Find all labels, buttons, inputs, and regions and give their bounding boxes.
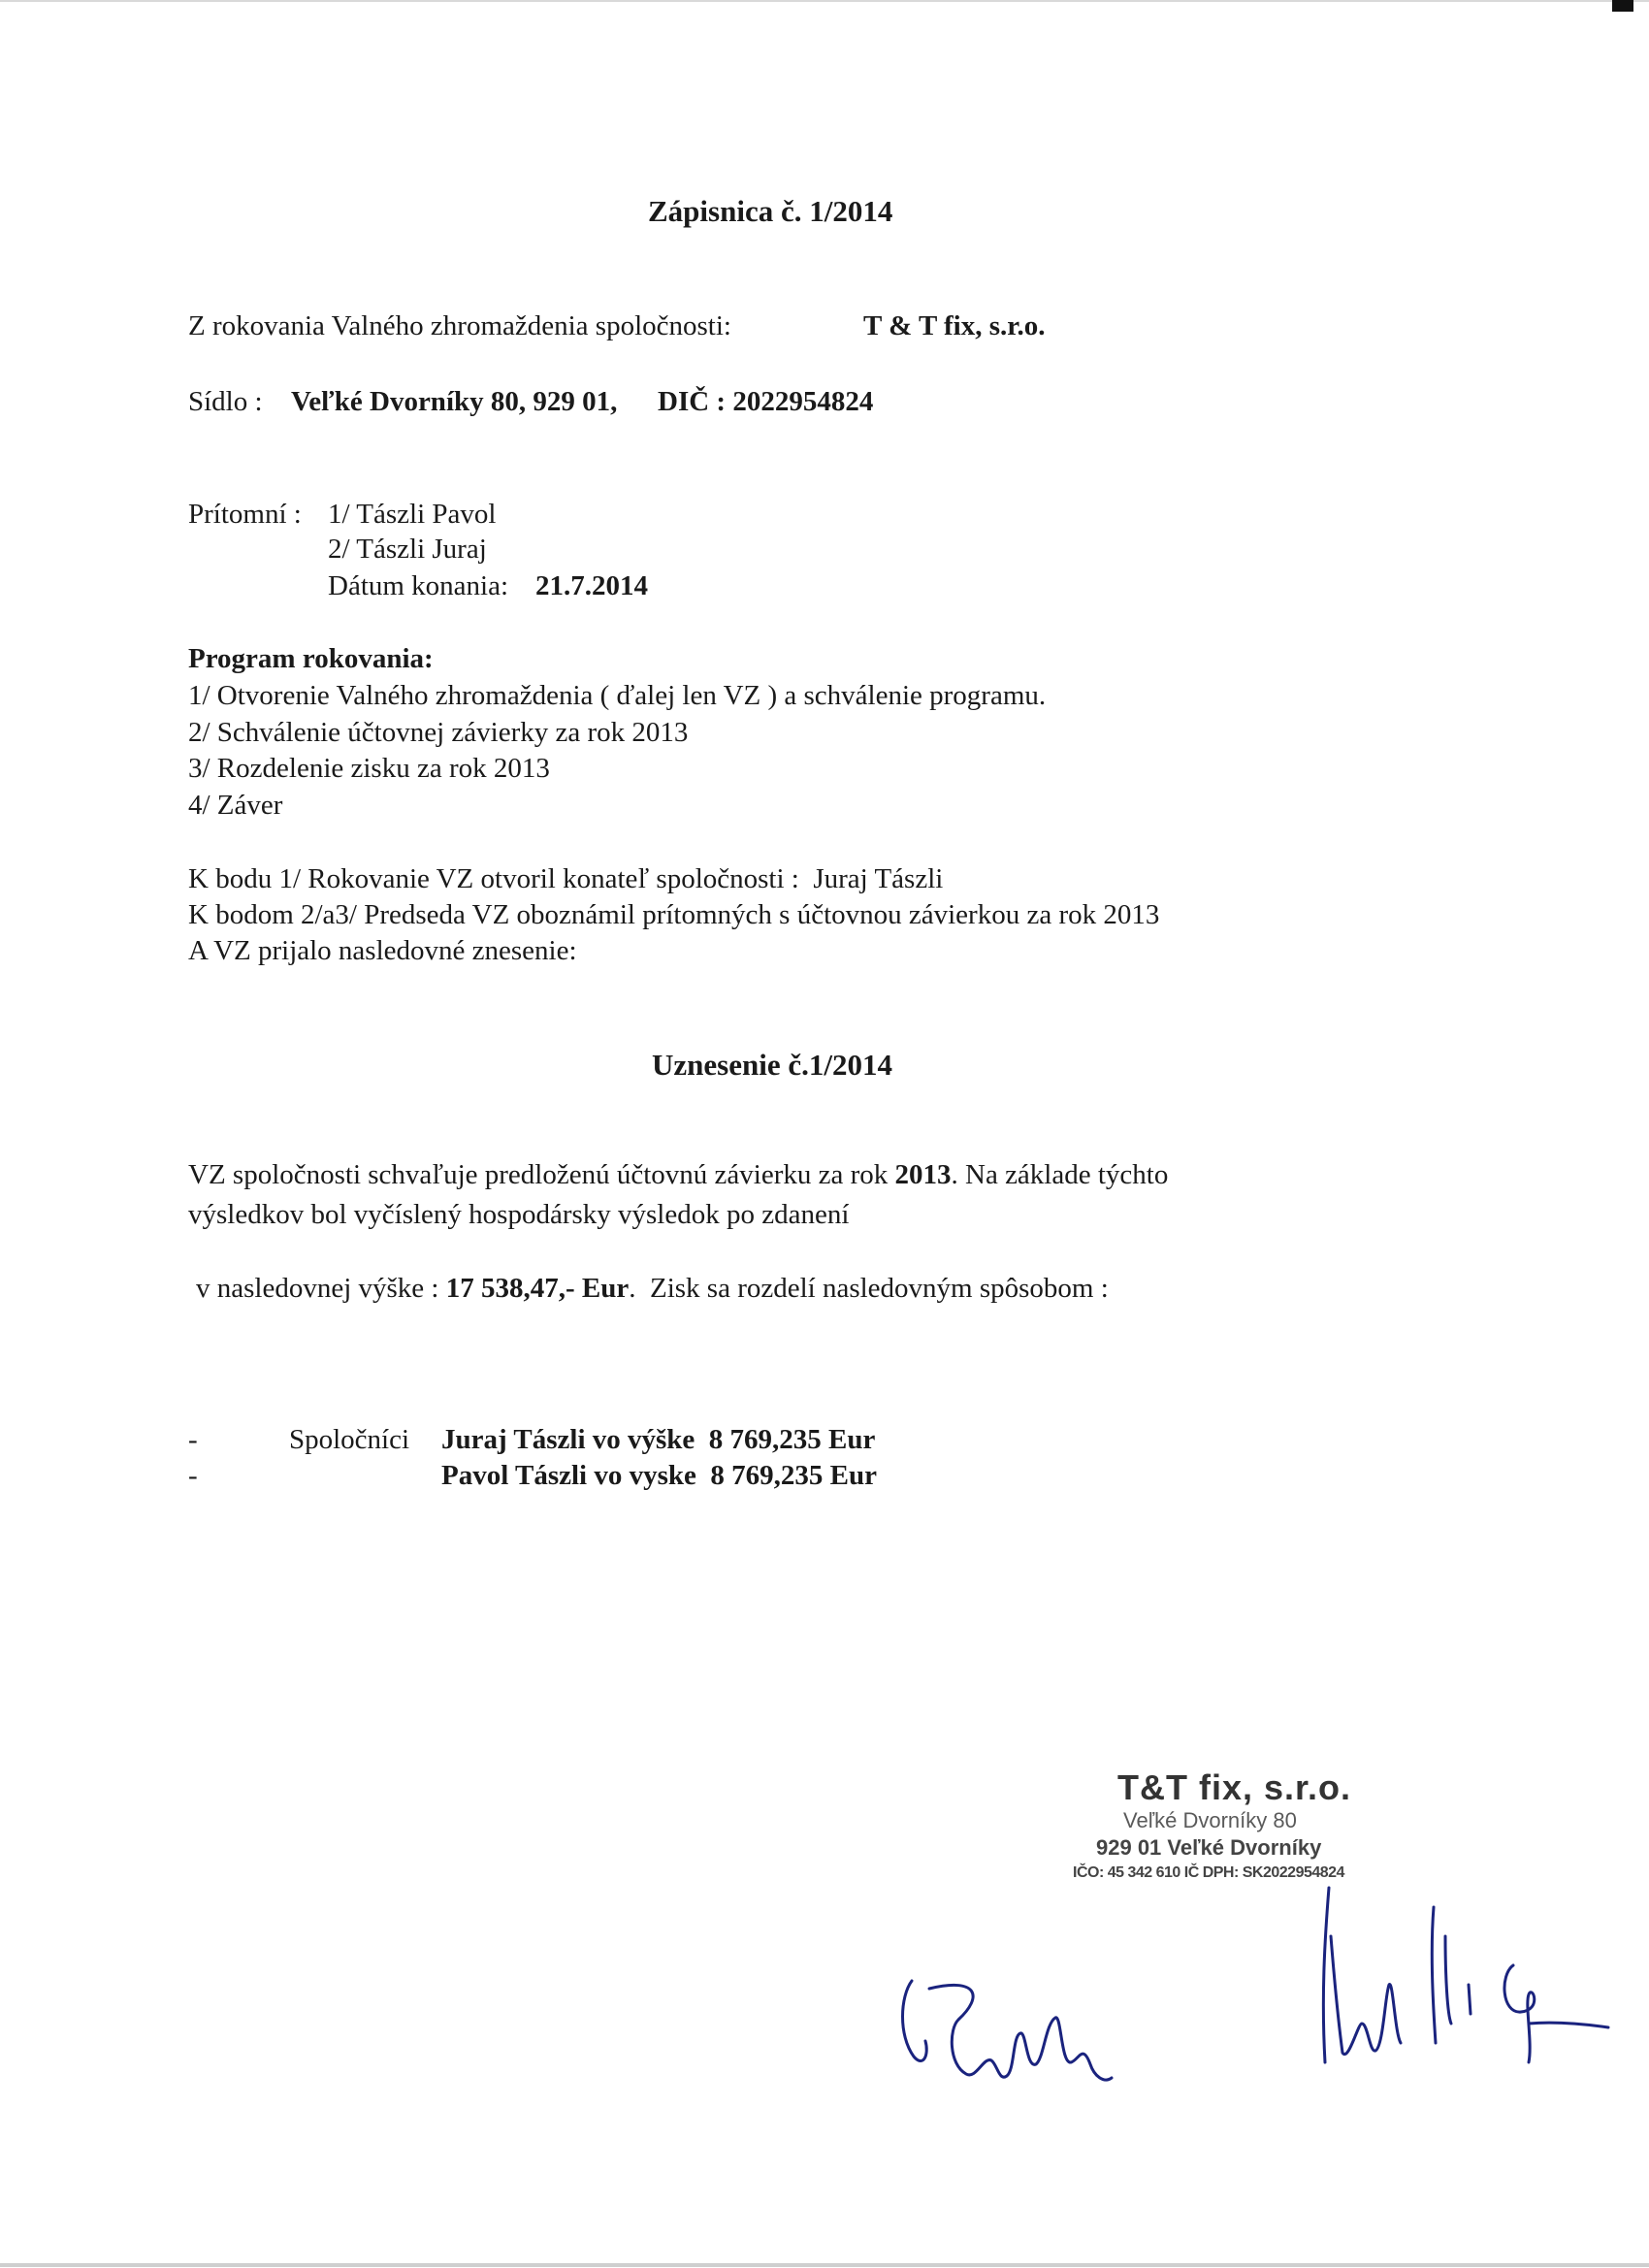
amount-value: 17 538,47,- Eur [445,1273,630,1304]
present-member-2: 2/ Tászli Juraj [328,534,487,565]
program-heading: Program rokovania: [188,643,434,674]
resolution-year: 2013 [894,1159,952,1190]
list-dash: - [188,1460,198,1491]
stamp-city: 929 01 Veľké Dvorníky [1096,1835,1322,1860]
signature-pavol [890,1967,1114,2113]
resolution-text-a: VZ spoločnosti schvaľuje predloženú účtovnú závierku za rok [188,1159,889,1190]
resolution-text-b: . Na základe týchto [951,1159,1169,1190]
meeting-intro: Z rokovania Valného zhromaždenia spoločnosti: [188,310,731,341]
resolution-paragraph [188,1157,1168,1192]
signature-juraj [1300,1878,1610,2082]
profit-amount-line [196,1271,1109,1306]
amount-suffix: . Zisk sa rozdelí nasledovným spôsobom : [629,1273,1109,1304]
program-item: 3/ Rozdelenie zisku za rok 2013 [188,753,550,784]
list-dash: - [188,1424,198,1455]
partners-label: Spoločníci [289,1424,410,1455]
present-member-1: 1/ Tászli Pavol [328,499,497,530]
dic-number: DIČ : 2022954824 [658,386,874,417]
resolution-title: Uznesenie č.1/2014 [652,1048,892,1082]
partner-share-1: Juraj Tászli vo výške 8 769,235 Eur [441,1424,876,1455]
company-name: T & T fix, s.r.o. [863,310,1046,341]
meeting-date-label: Dátum konania: [328,570,509,601]
program-item: 2/ Schválenie účtovnej závierky za rok 2013 [188,717,689,748]
document-title: Zápisnica č. 1/2014 [648,194,893,228]
program-item: 1/ Otvorenie Valného zhromaždenia ( ďalej len VZ ) a schválenie programu. [188,680,1047,711]
scan-edge [0,0,1649,2]
seat-label: Sídlo : [188,386,263,417]
point-1: K bodu 1/ Rokovanie VZ otvoril konateľ spoločnosti : Juraj Tászli [188,863,944,894]
seat-value: Veľké Dvorníky 80, 929 01, [291,386,618,417]
stamp-ids: IČO: 45 342 610 IČ DPH: SK2022954824 [1073,1864,1344,1881]
stamp-address: Veľké Dvorníky 80 [1123,1808,1297,1832]
present-label: Prítomní : [188,499,302,530]
meeting-date-value: 21.7.2014 [535,570,648,601]
point-3: A VZ prijalo nasledovné znesenie: [188,935,577,966]
stamp-company: T&T fix, s.r.o. [1117,1767,1352,1807]
scan-corner-mark [1612,0,1633,12]
scan-edge [0,2263,1649,2267]
program-item: 4/ Záver [188,790,283,821]
resolution-paragraph-2: výsledkov bol vyčíslený hospodársky výsledok po zdanení [188,1199,850,1230]
point-2: K bodom 2/a3/ Predseda VZ oboznámil prítomných s účtovnou závierkou za rok 2013 [188,899,1160,930]
amount-prefix: v nasledovnej výške : [196,1273,439,1304]
partner-share-2: Pavol Tászli vo vyske 8 769,235 Eur [441,1460,877,1491]
